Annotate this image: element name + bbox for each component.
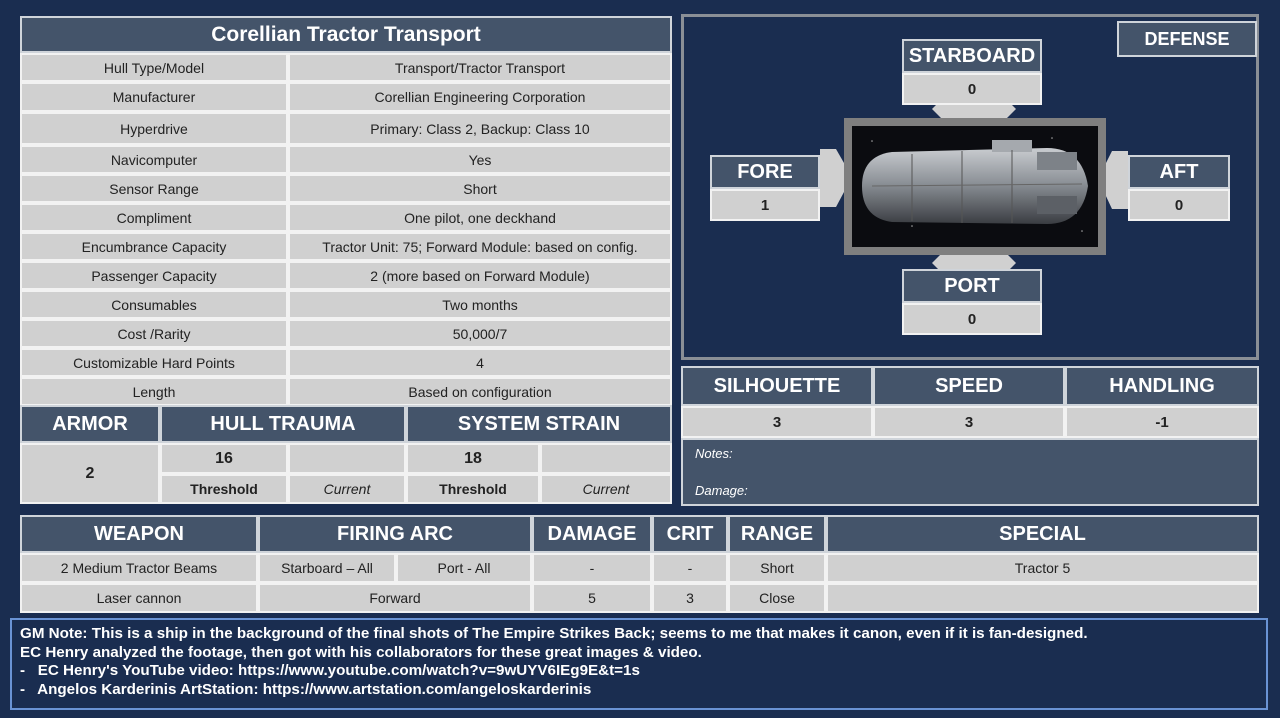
special-header: SPECIAL <box>826 515 1259 553</box>
weapon-1-damage: - <box>532 553 652 583</box>
handling-header: HANDLING <box>1065 366 1259 406</box>
stat-value: Two months <box>288 290 672 319</box>
weapons-table <box>20 515 1259 613</box>
weapon-1-name: 2 Medium Tractor Beams <box>20 553 258 583</box>
stat-row <box>20 53 672 82</box>
starboard-value: 0 <box>902 73 1042 105</box>
stat-row <box>20 290 672 319</box>
weapon-2-arc: Forward <box>258 583 532 613</box>
stat-value: Short <box>288 174 672 203</box>
silhouette-header: SILHOUETTE <box>681 366 873 406</box>
port-value: 0 <box>902 303 1042 335</box>
ship-title: Corellian Tractor Transport <box>20 16 672 53</box>
firing-arc-header: FIRING ARC <box>258 515 532 553</box>
stat-rows <box>20 53 672 406</box>
damage-label: Damage: <box>695 483 748 498</box>
stat-label: Cost /Rarity <box>20 319 288 348</box>
stat-label: Hyperdrive <box>20 112 288 145</box>
weapon-2-name: Laser cannon <box>20 583 258 613</box>
strain-current-value[interactable] <box>540 443 672 474</box>
gm-note <box>10 618 1268 710</box>
port-label: PORT <box>902 269 1042 303</box>
armor-header: ARMOR <box>20 405 160 443</box>
stat-row <box>20 82 672 112</box>
stat-row <box>20 174 672 203</box>
aft-value: 0 <box>1128 189 1230 221</box>
crit-header: CRIT <box>652 515 728 553</box>
hull-trauma-header: HULL TRAUMA <box>160 405 406 443</box>
weapon-1-crit: - <box>652 553 728 583</box>
ship-image-frame <box>844 118 1106 255</box>
hull-current-value[interactable] <box>288 443 406 474</box>
hull-threshold-label: Threshold <box>160 474 288 504</box>
notes-label: Notes: <box>695 446 733 461</box>
stat-value: 2 (more based on Forward Module) <box>288 261 672 290</box>
armor-block <box>20 405 672 504</box>
notes-area[interactable] <box>681 438 1259 506</box>
speed-value: 3 <box>873 406 1065 438</box>
gm-note-line-1: GM Note: This is a ship in the background of the final shots of The Empire Strikes Back; seems to me that makes it canon, even if it is fan-designed. <box>20 625 1088 642</box>
starboard-box <box>902 39 1042 105</box>
stat-label: Manufacturer <box>20 82 288 112</box>
silhouette-value: 3 <box>681 406 873 438</box>
stat-label: Compliment <box>20 203 288 232</box>
stat-label: Passenger Capacity <box>20 261 288 290</box>
aft-label: AFT <box>1128 155 1230 189</box>
armor-value: 2 <box>20 443 160 504</box>
stat-value: Tractor Unit: 75; Forward Module: based on config. <box>288 232 672 261</box>
gm-note-youtube-link[interactable]: - EC Henry's YouTube video: https://www.youtube.com/watch?v=9wUYV6IEg9E&t=1s <box>20 662 640 679</box>
stat-value: Based on configuration <box>288 377 672 406</box>
stat-value: One pilot, one deckhand <box>288 203 672 232</box>
stat-label: Length <box>20 377 288 406</box>
stat-row <box>20 112 672 145</box>
stat-label: Consumables <box>20 290 288 319</box>
stat-value: Yes <box>288 145 672 174</box>
weapon-1-range: Short <box>728 553 826 583</box>
gm-note-artstation-link[interactable]: - Angelos Karderinis ArtStation: https://www.artstation.com/angeloskarderinis <box>20 680 592 698</box>
stat-value: 50,000/7 <box>288 319 672 348</box>
stat-row <box>20 377 672 406</box>
damage-header: DAMAGE <box>532 515 652 553</box>
handling-value: -1 <box>1065 406 1259 438</box>
stat-value: Corellian Engineering Corporation <box>288 82 672 112</box>
stat-value: Primary: Class 2, Backup: Class 10 <box>288 112 672 145</box>
stat-row <box>20 319 672 348</box>
fore-box <box>710 155 820 221</box>
system-strain-header: SYSTEM STRAIN <box>406 405 672 443</box>
weapon-2-special <box>826 583 1259 613</box>
ship-icon <box>852 126 1098 247</box>
starboard-label: STARBOARD <box>902 39 1042 73</box>
weapon-header: WEAPON <box>20 515 258 553</box>
aft-box <box>1128 155 1230 221</box>
silhouette-block <box>681 366 1259 506</box>
weapon-1-arc-starboard: Starboard – All <box>258 553 396 583</box>
strain-threshold-label: Threshold <box>406 474 540 504</box>
weapon-2-damage: 5 <box>532 583 652 613</box>
stat-label: Navicomputer <box>20 145 288 174</box>
stat-row <box>20 232 672 261</box>
weapon-2-range: Close <box>728 583 826 613</box>
fore-value: 1 <box>710 189 820 221</box>
stats-table <box>20 16 672 406</box>
stat-value: 4 <box>288 348 672 377</box>
ship-image <box>852 126 1098 247</box>
weapon-2-crit: 3 <box>652 583 728 613</box>
stat-row <box>20 348 672 377</box>
weapon-1-special: Tractor 5 <box>826 553 1259 583</box>
stat-value: Transport/Tractor Transport <box>288 53 672 82</box>
weapon-1-arc-port: Port - All <box>396 553 532 583</box>
defense-title: DEFENSE <box>1117 21 1257 57</box>
stat-row <box>20 261 672 290</box>
gm-note-line-2: EC Henry analyzed the footage, then got with his collaborators for these great images & video. <box>20 643 702 661</box>
stat-row <box>20 203 672 232</box>
hull-current-label: Current <box>288 474 406 504</box>
stat-label: Customizable Hard Points <box>20 348 288 377</box>
stat-row <box>20 145 672 174</box>
strain-current-label: Current <box>540 474 672 504</box>
strain-threshold-value: 18 <box>406 443 540 474</box>
port-box <box>902 269 1042 335</box>
stat-label: Encumbrance Capacity <box>20 232 288 261</box>
range-header: RANGE <box>728 515 826 553</box>
fore-label: FORE <box>710 155 820 189</box>
defense-panel <box>681 14 1259 360</box>
stat-label: Sensor Range <box>20 174 288 203</box>
hull-threshold-value: 16 <box>160 443 288 474</box>
stat-label: Hull Type/Model <box>20 53 288 82</box>
speed-header: SPEED <box>873 366 1065 406</box>
